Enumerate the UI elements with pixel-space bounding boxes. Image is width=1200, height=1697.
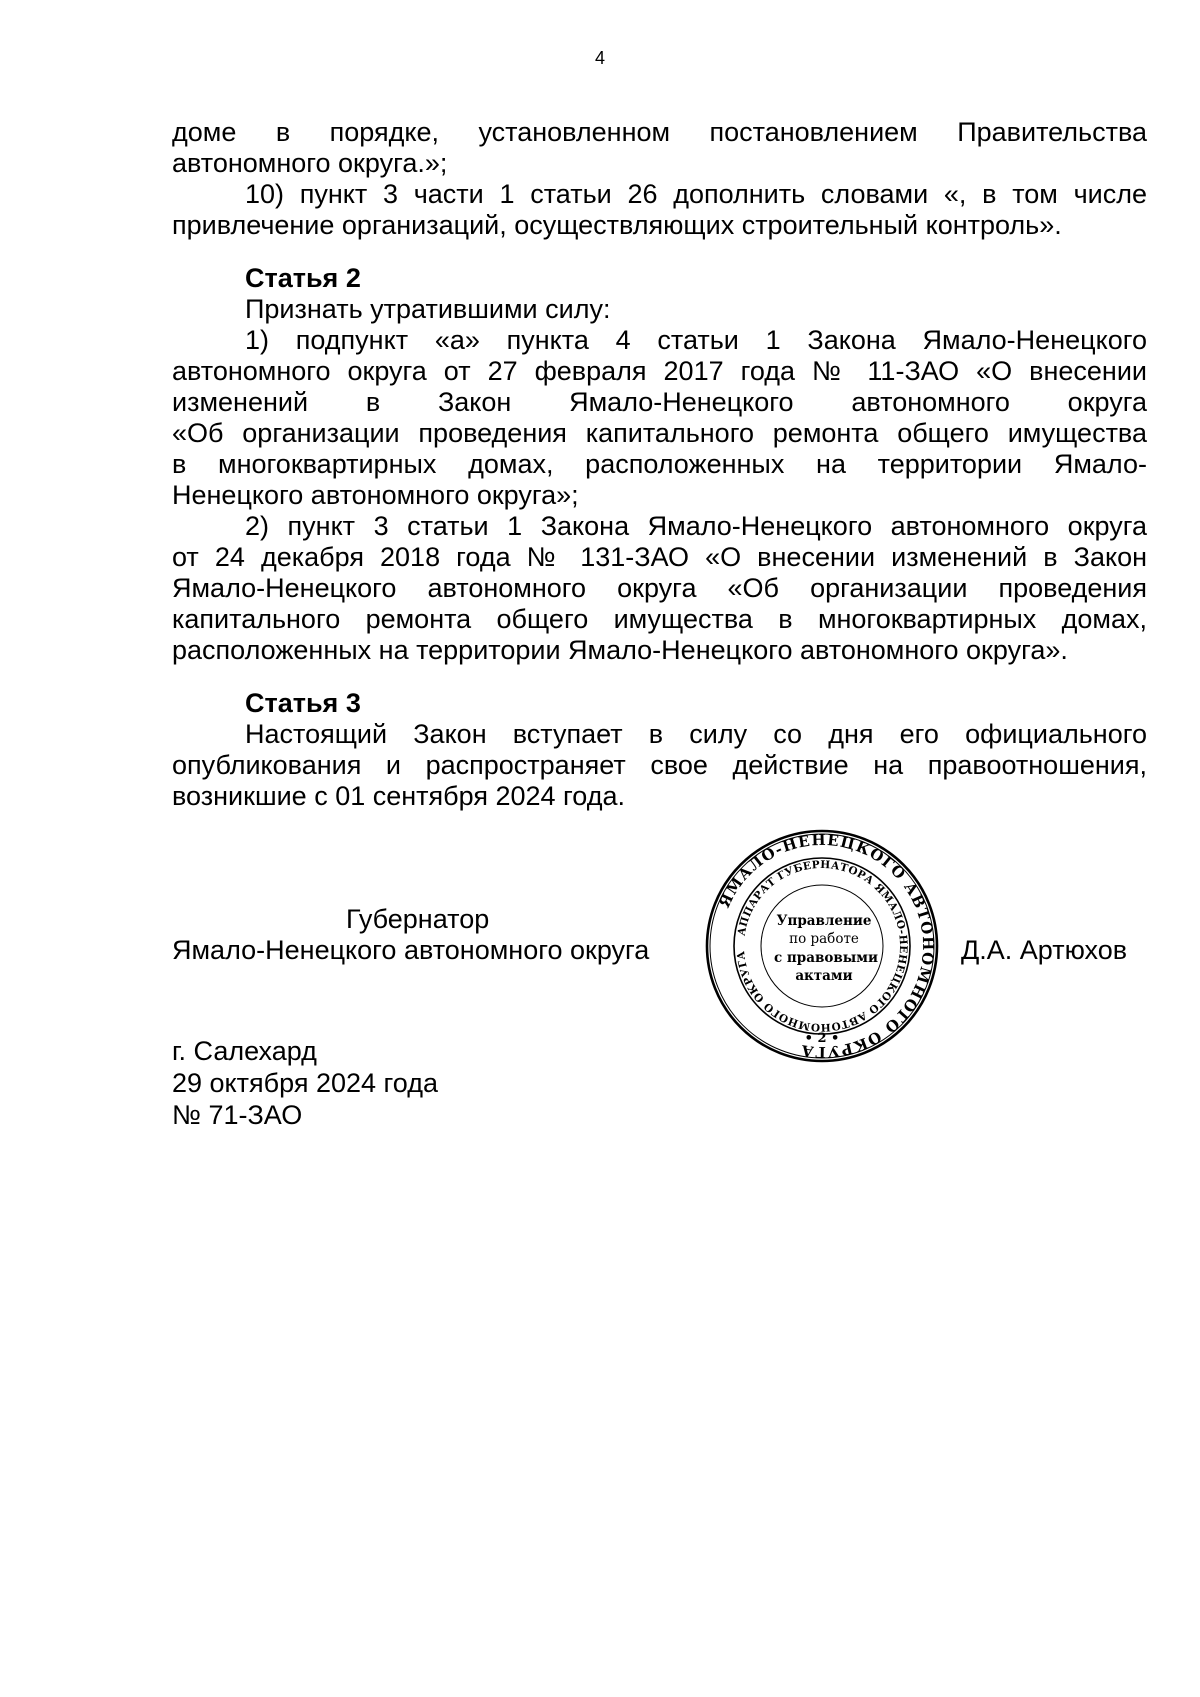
- signature-region: Ямало-Ненецкого автономного округа: [172, 935, 650, 965]
- text-line: Ненецкого автономного округа»;: [172, 480, 579, 510]
- seal-outer-text: ЯМАЛО-НЕНЕЦКОГО АВТОНОМНОГО ОКРУГА: [715, 830, 938, 1062]
- text-line: доме в порядке, установленном постановлением Правительства: [172, 117, 1147, 147]
- text-line: от 24 декабря 2018 года № 131-ЗАО «О внесении изменений в Закон: [172, 542, 1147, 572]
- official-seal: [704, 828, 940, 1064]
- text-line: привлечение организаций, осуществляющих строительный контроль».: [172, 210, 1062, 240]
- text-line: Настоящий Закон вступает в силу со дня его официального: [245, 719, 1147, 749]
- article-2-heading: Статья 2: [245, 263, 361, 293]
- text-line: Признать утратившими силу:: [245, 294, 611, 324]
- text-line: расположенных на территории Ямало-Ненецкого автономного округа».: [172, 635, 1068, 665]
- law-text: [172, 117, 1147, 812]
- law-number: № 71-ЗАО: [172, 1100, 303, 1130]
- text-line: капитального ремонта общего имущества в многоквартирных домах,: [172, 604, 1147, 634]
- seal-number: • 2 •: [804, 1031, 840, 1046]
- seal-inner-text: АППАРАТ ГУБЕРНАТОРА ЯМАЛО-НЕНЕЦКОГО АВТОНОМНОГО ОКРУГА: [735, 858, 910, 1034]
- text-line: 2) пункт 3 статьи 1 Закона Ямало-Ненецкого автономного округа: [245, 511, 1147, 541]
- text-line: возникшие с 01 сентября 2024 года.: [172, 781, 625, 811]
- seal-center-line: актами: [795, 968, 853, 984]
- text-line: 1) подпункт «а» пункта 4 статьи 1 Закона Ямало-Ненецкого: [245, 325, 1147, 355]
- page-number: 4: [594, 48, 605, 68]
- text-line: автономного округа.»;: [172, 148, 448, 178]
- city: г. Салехард: [172, 1036, 317, 1066]
- signature-name: Д.А. Артюхов: [961, 935, 1128, 965]
- article-3-heading: Статья 3: [245, 688, 361, 718]
- text-line: автономного округа от 27 февраля 2017 года № 11-ЗАО «О внесении: [172, 356, 1147, 386]
- text-line: «Об организации проведения капитального ремонта общего имущества: [172, 418, 1147, 448]
- text-line: 10) пункт 3 части 1 статьи 26 дополнить словами «, в том числе: [245, 179, 1147, 209]
- seal-center-line: с правовыми: [773, 950, 879, 966]
- text-line: Ямало-Ненецкого автономного округа «Об организации проведения: [172, 573, 1147, 603]
- seal-center-line: по работе: [789, 931, 859, 947]
- signature-title: Губернатор: [346, 904, 490, 934]
- text-line: изменений в Закон Ямало-Ненецкого автономного округа: [172, 387, 1147, 417]
- date: 29 октября 2024 года: [172, 1068, 438, 1098]
- text-line: в многоквартирных домах, расположенных на территории Ямало-: [172, 449, 1147, 479]
- text-line: опубликования и распространяет свое действие на правоотношения,: [172, 750, 1147, 780]
- seal-center-line: Управление: [776, 913, 872, 929]
